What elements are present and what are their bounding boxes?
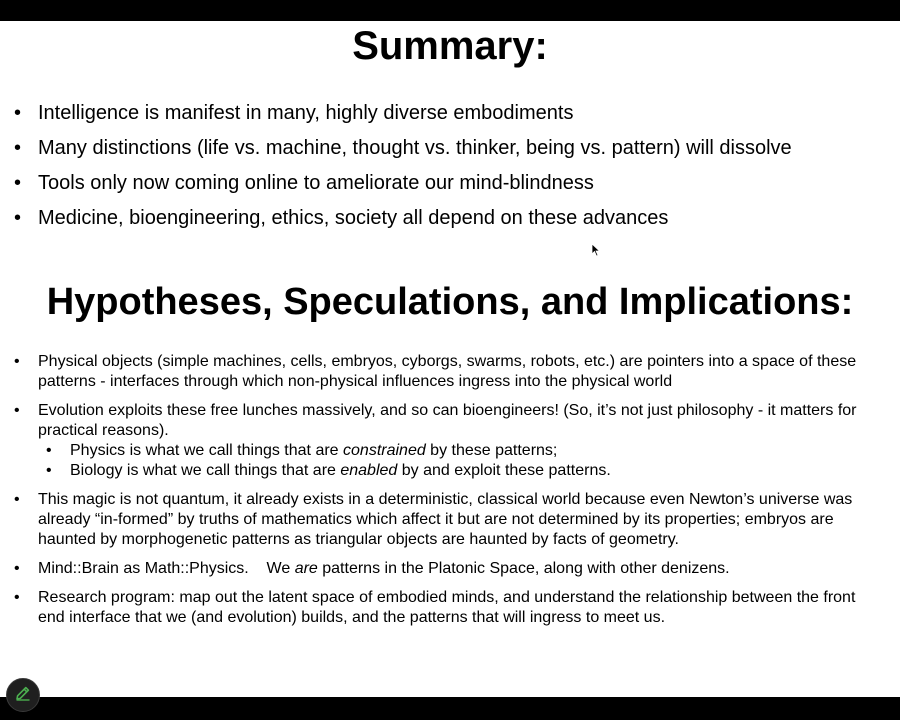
summary-item-text: Many distinctions (life vs. machine, thought vs. thinker, being vs. pattern) will dissolve <box>38 137 792 159</box>
bullet: • <box>14 402 20 419</box>
hypothesis-item <box>0 559 900 579</box>
sub-text-emphasis: constrained <box>343 442 426 459</box>
sub-item <box>38 441 880 461</box>
bullet: • <box>14 207 22 229</box>
hypothesis-text: Research program: map out the latent space of embodied minds, and understand the relationship between the front end interface that we (and evolution) builds, and the patterns that will ingress to meet us. <box>38 589 856 626</box>
bullet: • <box>14 589 20 606</box>
hypothesis-item <box>0 401 900 481</box>
hypothesis-text-emphasis: are <box>294 560 318 577</box>
hypotheses-title: Hypotheses, Speculations, and Implications: <box>46 281 854 323</box>
sub-text-after: by and exploit these patterns. <box>397 462 611 479</box>
hypotheses-list <box>0 352 900 637</box>
hypothesis-item <box>0 352 900 392</box>
hypothesis-text: Physical objects (simple machines, cells, embryos, cyborgs, swarms, robots, etc.) are pointers into a space of these patterns - interfaces through which non-physical influences ingress into the physical world <box>38 353 857 390</box>
summary-item <box>0 101 900 136</box>
mouse-cursor-icon <box>591 243 601 257</box>
hypothesis-text-before: Mind::Brain as Math::Physics. We <box>38 560 295 577</box>
summary-item <box>0 171 900 206</box>
summary-item-text: Tools only now coming online to ameliorate our mind-blindness <box>38 172 594 194</box>
bullet: • <box>46 442 52 459</box>
bullet: • <box>14 491 20 508</box>
hypothesis-item <box>0 490 900 550</box>
summary-item <box>0 206 900 241</box>
hypothesis-text-after: patterns in the Platonic Space, along with other denizens. <box>317 560 730 577</box>
bullet: • <box>14 102 22 124</box>
bottom-black-bar <box>0 697 900 720</box>
sub-item <box>38 461 880 481</box>
hypothesis-item <box>0 588 900 628</box>
summary-item-text: Medicine, bioengineering, ethics, society all depend on these advances <box>38 207 669 229</box>
sub-text-before: Biology is what we call things that are <box>70 462 341 479</box>
edit-button[interactable] <box>6 678 40 712</box>
summary-item-text: Intelligence is manifest in many, highly diverse embodiments <box>38 102 574 124</box>
bullet: • <box>14 172 22 194</box>
hypothesis-text: Evolution exploits these free lunches massively, and so can bioengineers! (So, it’s not just philosophy - it matters for practical reasons). <box>38 402 857 439</box>
summary-item <box>0 136 900 171</box>
bullet: • <box>14 560 20 577</box>
summary-title: Summary: <box>352 24 548 68</box>
pencil-icon <box>14 684 32 707</box>
bullet: • <box>14 353 20 370</box>
bullet: • <box>14 137 22 159</box>
summary-list <box>0 101 900 241</box>
hypothesis-text: This magic is not quantum, it already exists in a deterministic, classical world because even Newton’s universe was already “in-formed” by truths of mathematics which affect it but are not determined by its properties; embryos are haunted by morphogenetic patterns as triangular objects are haunted by facts of geometry. <box>38 491 853 548</box>
slide <box>0 21 900 697</box>
sub-text-before: Physics is what we call things that are <box>70 442 344 459</box>
sub-text-emphasis: enabled <box>340 462 398 479</box>
bullet: • <box>46 462 52 479</box>
sub-list <box>38 441 880 481</box>
top-black-bar <box>0 0 900 21</box>
sub-text-after: by these patterns; <box>425 442 558 459</box>
